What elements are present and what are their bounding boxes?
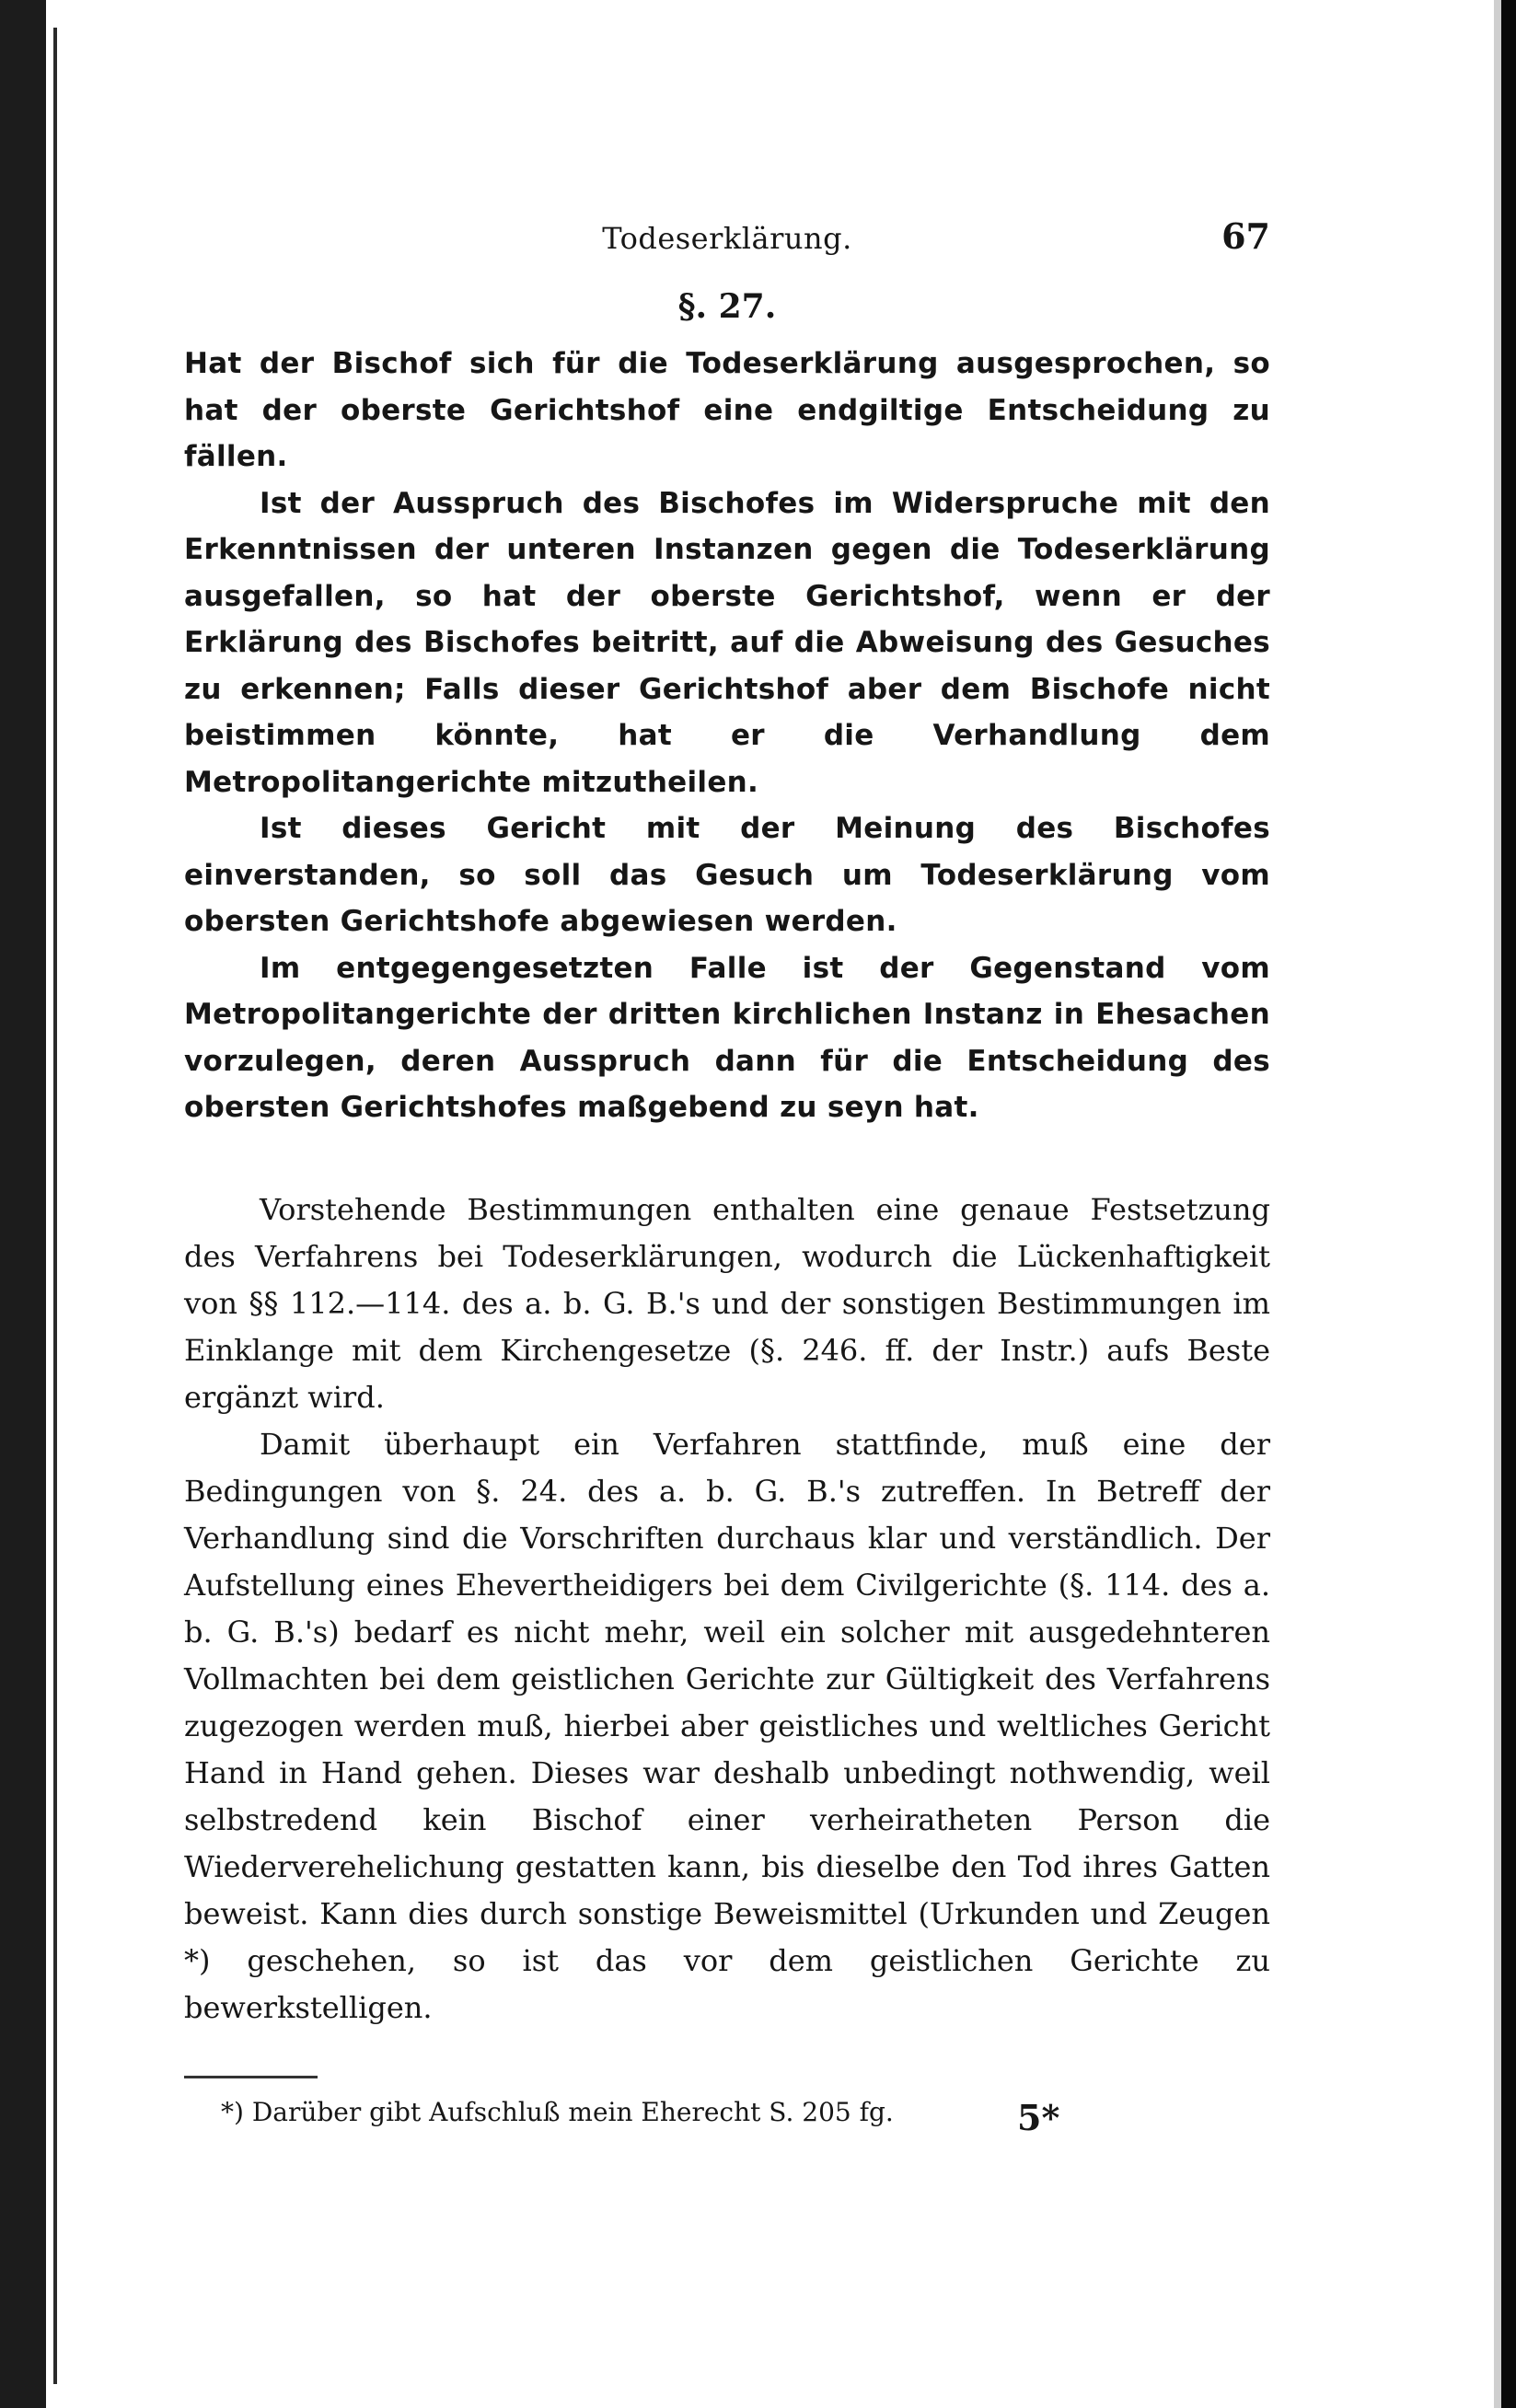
signature-mark: 5*	[1017, 2097, 1060, 2138]
footnote: *) Darüber gibt Aufschluß mein Eherecht S. 205 fg.	[221, 2096, 894, 2127]
law-paragraph: Im entgegengesetzten Falle ist der Gegenstand vom Metropolitangerichte der dritten kirchlichen Instanz in Ehesachen vorzulegen, deren Ausspruch dann für die Entscheidung des obersten Gerichtshofes maßgebend zu seyn hat.	[184, 951, 1270, 1124]
commentary-paragraph: Vorstehende Bestimmungen enthalten eine genaue Festsetzung des Verfahrens bei Todeserklärungen, wodurch die Lückenhaftigkeit von §§ 112.—114. des a. b. G. B.'s und der sonstigen Bestimmungen im Einklange mit dem Kirchengesetze (§. 246. ff. der Instr.) aufs Beste ergänzt wird.	[184, 1191, 1270, 1415]
section-heading: §. 27.	[677, 287, 777, 326]
commentary-paragraph: Damit überhaupt ein Verfahren stattfinde, muß eine der Bedingungen von §. 24. des a. b. G. B.'s zutreffen. In Betreff der Verhandlung sind die Vorschriften durchaus klar und verständlich. Der Aufstellung eines Ehevertheidigers bei dem Civilgerichte (§. 114. des a. b. G. B.'s) bedarf es nicht mehr, weil ein solcher mit ausgedehnteren Vollmachten bei dem geistlichen Gerichte zur Gültigkeit des Verfahrens zugezogen werden muß, hierbei aber geistliches und weltliches Gericht Hand in Hand gehen. Dieses war deshalb unbedingt nothwendig, weil selbstredend kein Bischof einer verheiratheten Person die Wiederverehelichung gestatten kann, bis dieselbe den Tod ihres Gatten beweist. Kann dies durch sonstige Beweismittel (Urkunden und Zeugen *) geschehen, so ist das vor dem geistlichen Gerichte zu bewerkstelligen.	[184, 1426, 1270, 2025]
running-title: Todeserklärung.	[602, 221, 852, 256]
scan-border-right	[1501, 0, 1516, 2408]
scan-border-left	[0, 0, 46, 2408]
page-header	[184, 212, 1270, 267]
scan-page-edge-right	[1494, 0, 1501, 2408]
law-paragraph: Ist dieses Gericht mit der Meinung des Bischofes einverstanden, so soll das Gesuch um Todeserklärung vom obersten Gerichtshofe abgewiesen werden.	[184, 812, 1270, 938]
book-page	[184, 212, 1270, 2127]
law-paragraph: Hat der Bischof sich für die Todeserklärung ausgesprochen, so hat der oberste Gerichtshof eine endgiltige Entscheidung zu fällen.	[184, 347, 1270, 473]
footnote-rule	[184, 2076, 318, 2078]
commentary	[184, 1187, 1270, 2032]
page-number: 67	[1221, 215, 1270, 257]
law-paragraph: Ist der Ausspruch des Bischofes im Widerspruche mit den Erkenntnissen der unteren Instanzen gegen die Todeserklärung ausgefallen, so hat der oberste Gerichtshof, wenn er der Erklärung des Bischofes beitritt, auf die Abweisung des Gesuches zu erkennen; Falls dieser Gerichtshof aber dem Bischofe nicht beistimmen könnte, hat er die Verhandlung dem Metropolitangerichte mitzutheilen.	[184, 486, 1270, 799]
scan-gutter-line	[53, 28, 57, 2384]
law-text	[184, 341, 1270, 1131]
